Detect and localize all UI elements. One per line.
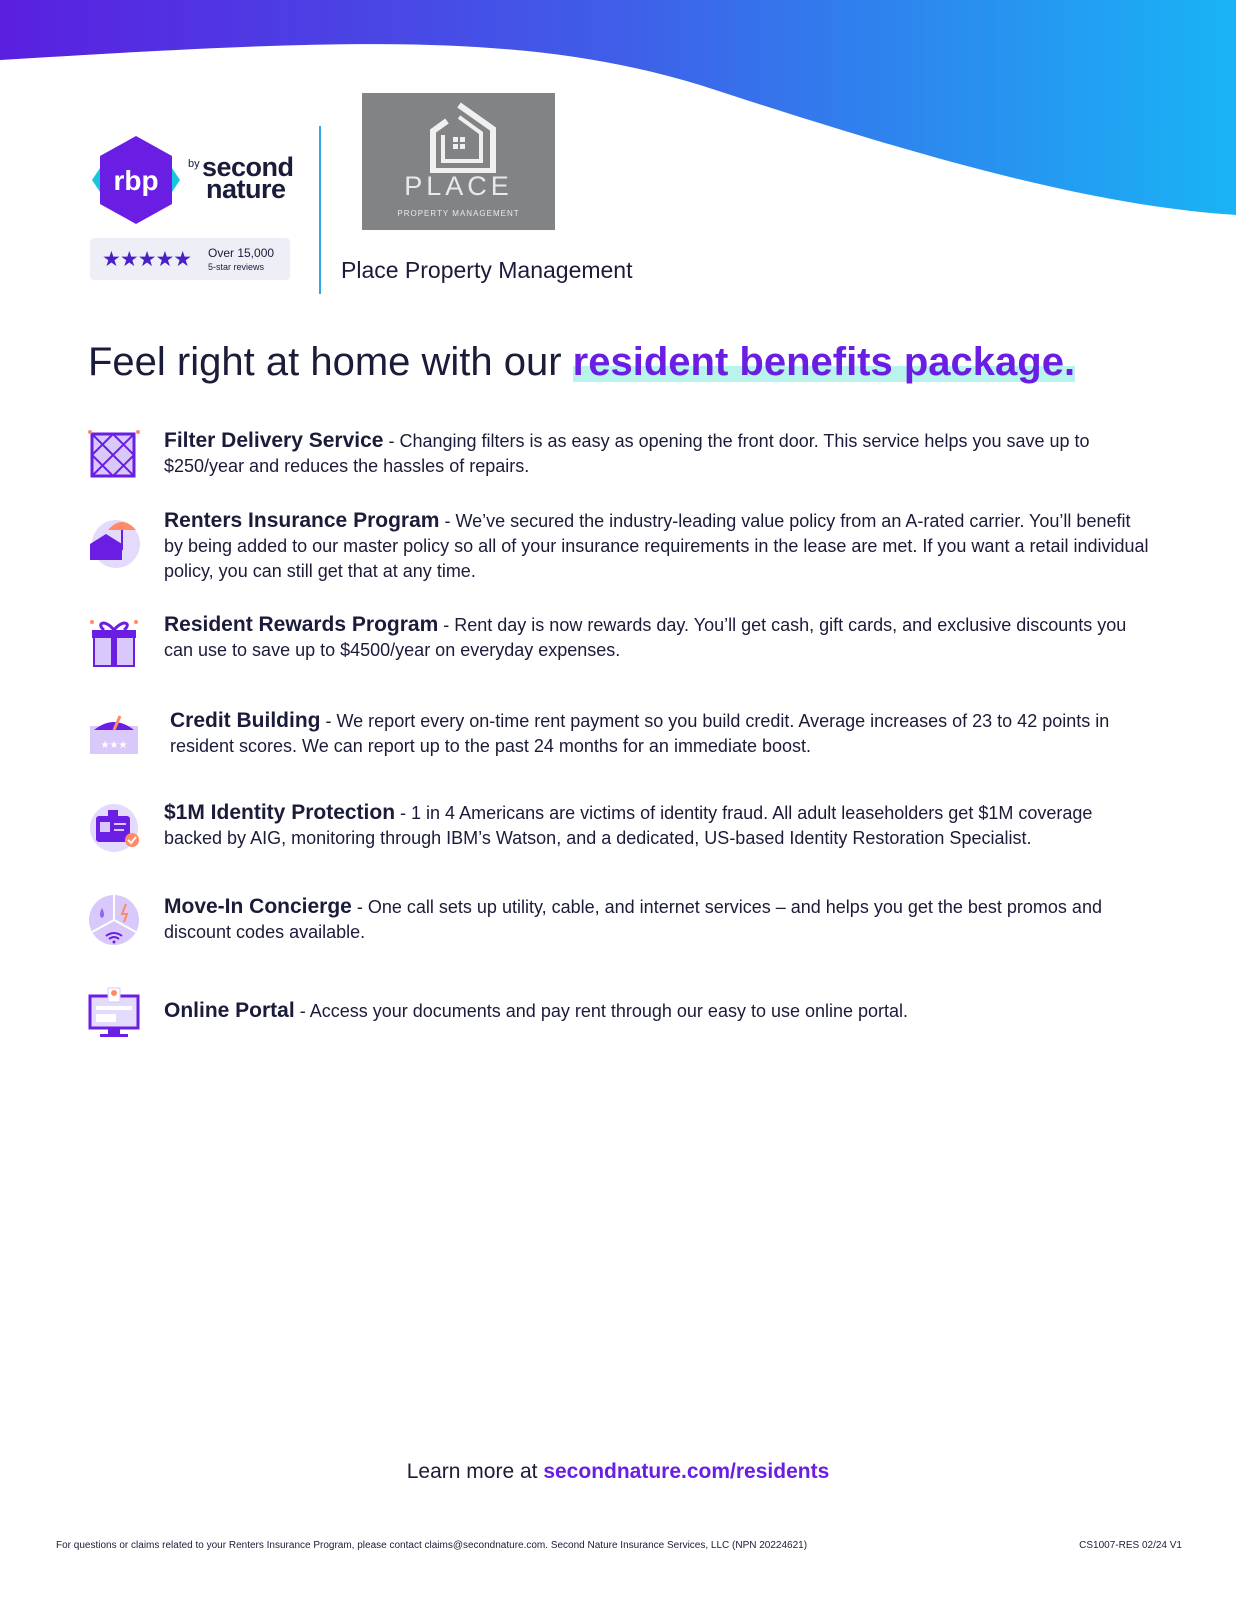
air-filter-icon [86, 428, 142, 484]
benefit-renters-insurance [164, 508, 1149, 584]
rbp-second-text: second [202, 152, 294, 182]
benefit-title: Credit Building [170, 709, 321, 732]
benefit-description: We report every on-time rent payment so you build credit. Average increases of 23 to 42 points in resident scores. We can report up to the past 24 months for an immediate boost. [170, 711, 1110, 756]
gift-icon [86, 614, 142, 670]
benefit-description: Access your documents and pay rent through our easy to use online portal. [309, 1001, 909, 1021]
five-stars-icon: ★★★★★ [102, 248, 192, 271]
benefit-credit-building [170, 708, 1140, 759]
benefit-title: Online Portal [164, 999, 295, 1022]
benefit-identity-protection [164, 800, 1149, 851]
benefit-resident-rewards [164, 612, 1149, 663]
svg-text:★★★: ★★★ [100, 740, 128, 751]
page-headline [88, 340, 1075, 385]
company-name: Place Property Management [341, 257, 633, 283]
svg-text:rbp: rbp [113, 165, 159, 196]
benefit-separator: - [320, 711, 337, 731]
benefit-description: 1 in 4 Americans are victims of identity fraud. All adult leaseholders get $1M coverage backed by AIG, monitoring through IBM’s Watson, and a dedicated, US-based Identity Restoration Specialist. [164, 803, 1093, 848]
benefit-description: Rent day is now rewards day. You’ll get cash, gift cards, and exclusive discounts you can use to save up to $4500/year on everyday expenses. [164, 615, 1127, 660]
benefit-title: Move-In Concierge [164, 895, 352, 918]
reviews-caption: 5-star reviews [208, 262, 265, 272]
place-logo-word: PLACE [404, 171, 513, 201]
benefit-filter-delivery [164, 428, 1149, 479]
benefit-separator: - [351, 897, 368, 917]
id-badge-icon [86, 798, 142, 854]
place-logo-subtitle: PROPERTY MANAGEMENT [397, 209, 520, 218]
monitor-portal-icon [86, 984, 142, 1040]
logo-divider [319, 126, 321, 294]
reviews-count: Over 15,000 [208, 246, 275, 260]
learn-more-prefix: Learn more at [406, 1460, 544, 1483]
benefit-description: Changing filters is as easy as opening the front door. This service helps you save up to $250/year and reduces the hassles of repairs. [164, 431, 1090, 476]
benefit-title: Resident Rewards Program [164, 613, 439, 636]
residents-link[interactable]: secondnature.com/residents [543, 1460, 830, 1483]
benefit-description: We’ve secured the industry-leading value policy from an A-rated carrier. You’ll benefit by being added to our master policy so all of your insurance requirements in the lease are met. If you want a retail individual policy, you can still get that at any time. [164, 511, 1149, 581]
benefit-separator: - [383, 431, 400, 451]
reviews-badge [90, 238, 290, 280]
benefit-separator: - [294, 1001, 310, 1021]
rbp-logo-mark [86, 130, 186, 230]
house-icon [419, 101, 499, 173]
benefit-separator: - [439, 511, 456, 531]
headline-accent: resident benefits package. [572, 340, 1076, 384]
insurance-umbrella-icon [86, 514, 142, 570]
benefit-separator: - [395, 803, 412, 823]
benefit-separator: - [438, 615, 455, 635]
rbp-by-text: by [188, 158, 200, 170]
benefit-title: $1M Identity Protection [164, 801, 396, 824]
footer-disclaimer: For questions or claims related to your Renters Insurance Program, please contact claims@secondnature.com. Second Nature Insurance Services, LLC (NPN 20224621) [56, 1540, 808, 1551]
benefit-title: Filter Delivery Service [164, 429, 384, 452]
utilities-icon [86, 892, 142, 948]
credit-gauge-icon [86, 706, 142, 762]
benefit-title: Renters Insurance Program [164, 509, 440, 532]
rbp-by-second-nature-logo [86, 130, 296, 230]
rbp-nature-text: nature [206, 174, 286, 204]
benefit-online-portal [164, 998, 1149, 1024]
benefit-move-in-concierge [164, 894, 1149, 945]
headline-plain: Feel right at home with our [88, 340, 573, 384]
document-code: CS1007-RES 02/24 V1 [1079, 1540, 1182, 1551]
place-property-management-logo [362, 93, 555, 230]
learn-more [0, 1460, 1236, 1484]
benefit-description: One call sets up utility, cable, and internet services – and helps you get the best promos and discount codes available. [164, 897, 1102, 942]
